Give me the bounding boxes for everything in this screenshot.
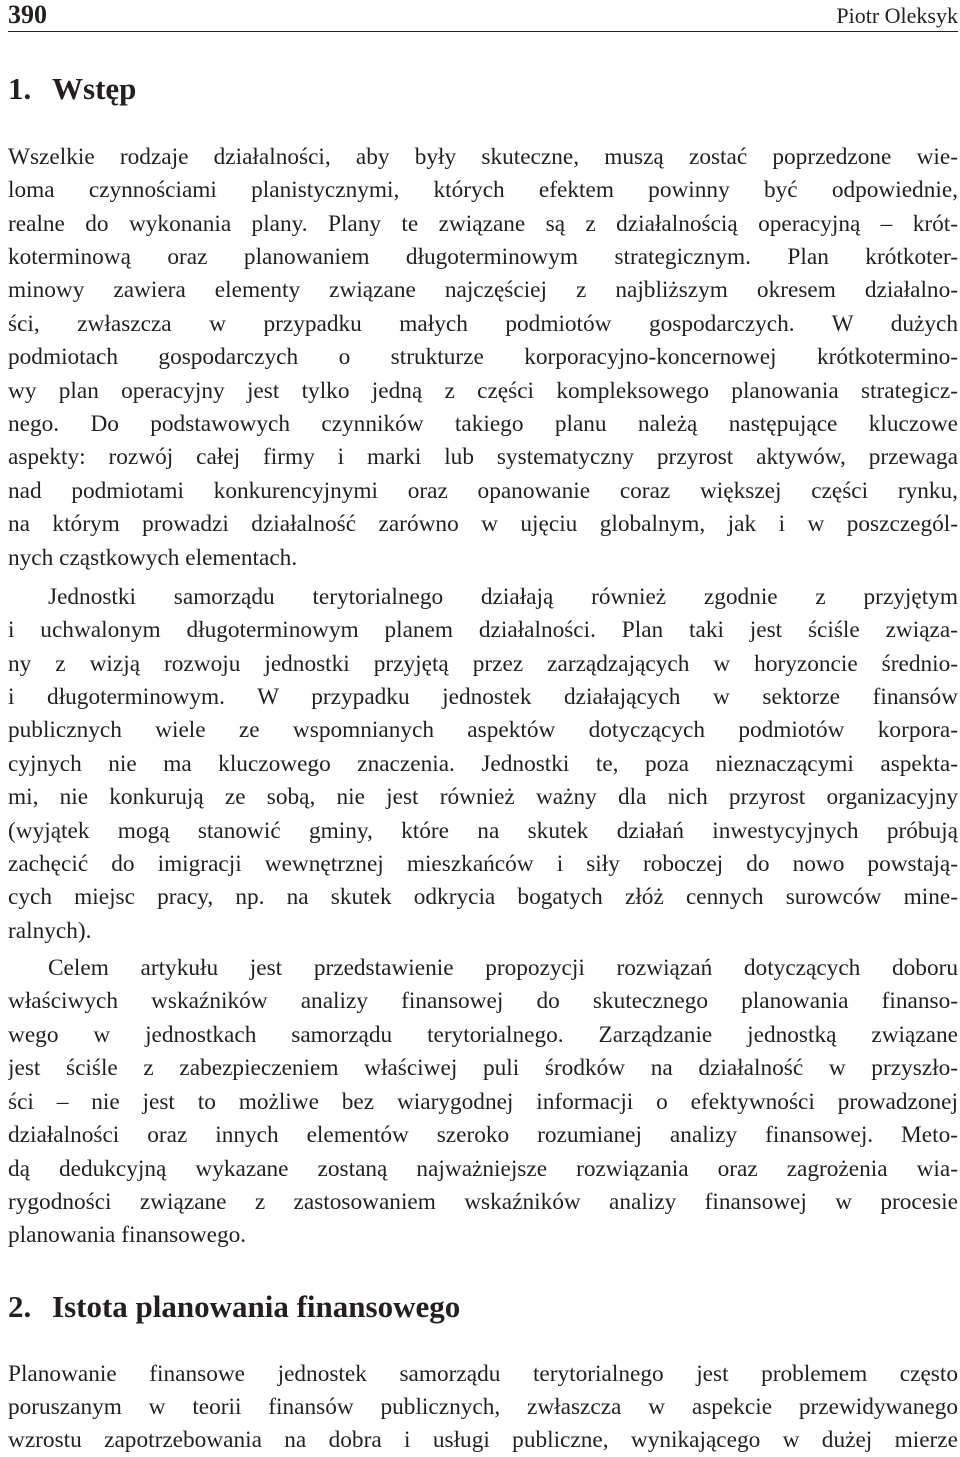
paragraph-line: cyjnych nie ma kluczowego znaczenia. Jednostki te, poza nieznaczącymi aspekta-: [8, 751, 958, 777]
section-title: Istota planowania finansowego: [52, 1289, 461, 1324]
paragraph-line: (wyjątek mogą stanowić gminy, które na skutek działań inwestycyjnych próbują: [8, 818, 958, 844]
paragraph-line: właściwych wskaźników analizy finansowej do skutecznego planowania finanso-: [8, 988, 958, 1014]
paragraph-line: ści, zwłaszcza w przypadku małych podmiotów gospodarczych. W dużych: [8, 311, 958, 337]
paragraph-line: minowy zawiera elementy związane najczęściej z najbliższym okresem działalno-: [8, 277, 958, 303]
paragraph-line: poruszanym w teorii finansów publicznych, zwłaszcza w aspekcie przewidywanego: [8, 1394, 958, 1420]
paragraph-line: mi, nie konkurują ze sobą, nie jest również ważny dla nich przyrost organizacyjny: [8, 784, 958, 810]
paragraph-line: i długoterminowym. W przypadku jednostek działających w sektorze finansów: [8, 684, 958, 710]
paragraph-line: zachęcić do imigracji wewnętrznej mieszkańców i siły roboczej do nowo powstają-: [8, 851, 958, 877]
paragraph-line: Jednostki samorządu terytorialnego działają również zgodnie z przyjętym: [48, 584, 958, 610]
paragraph-line: cych miejsc pracy, np. na skutek odkrycia bogatych złóż cennych surowców mine-: [8, 884, 958, 910]
paragraph-line: na którym prowadzi działalność zarówno w ujęciu globalnym, jak i w poszczegól-: [8, 511, 958, 537]
paragraph-line: wzrostu zapotrzebowania na dobra i usługi publiczne, wynikającego w dużej mierze: [8, 1427, 958, 1453]
section-heading-introduction: [8, 70, 136, 108]
running-head-author: Piotr Oleksyk: [836, 3, 958, 28]
section-number: 2.: [8, 1289, 32, 1324]
paragraph-line: podmiotach gospodarczych o strukturze korporacyjno-koncernowej krótkotermino-: [8, 344, 958, 370]
paragraph-line: Wszelkie rodzaje działalności, aby były skuteczne, muszą zostać poprzedzone wie-: [8, 144, 958, 170]
paragraph-line: ralnych).: [8, 918, 92, 944]
paragraph-line: i uchwalonym długoterminowym planem działalności. Plan taki jest ściśle związa-: [8, 617, 958, 643]
paragraph-line: realne do wykonania plany. Plany te związane są z działalnością operacyjną – krót-: [8, 211, 958, 237]
page-header: [8, 0, 958, 32]
paragraph-line: ści – nie jest to możliwe bez wiarygodnej informacji o efektywności prowadzonej: [8, 1089, 958, 1115]
paragraph-line: aspekty: rozwój całej firmy i marki lub systematyczny przyrost aktywów, przewaga: [8, 444, 958, 470]
section-title: Wstęp: [52, 71, 137, 106]
paragraph-line: koterminową oraz planowaniem długoterminowym strategicznym. Plan krótkoter-: [8, 244, 958, 270]
paragraph-line: dą dedukcyjną wykazane zostaną najważniejsze rozwiązania oraz zagrożenia wia-: [8, 1156, 958, 1182]
paragraph-line: wy plan operacyjny jest tylko jedną z części kompleksowego planowania strategicz-: [8, 378, 958, 404]
paragraph-line: jest ściśle z zabezpieczeniem właściwej puli środków na działalność w przyszło-: [8, 1055, 958, 1081]
paragraph-line: nego. Do podstawowych czynników takiego planu należą następujące kluczowe: [8, 411, 958, 437]
page-number: 390: [8, 0, 47, 29]
paragraph-line: planowania finansowego.: [8, 1222, 247, 1248]
paragraph-line: wego w jednostkach samorządu terytorialnego. Zarządzanie jednostką związane: [8, 1022, 958, 1048]
paragraph-line: nych cząstkowych elementach.: [8, 545, 298, 571]
paragraph-line: nad podmiotami konkurencyjnymi oraz opanowanie coraz większej części rynku,: [8, 478, 958, 504]
paragraph-line: Celem artykułu jest przedstawienie propozycji rozwiązań dotyczących doboru: [48, 955, 958, 981]
paragraph-line: ny z wizją rozwoju jednostki przyjętą przez zarządzających w horyzoncie średnio-: [8, 651, 958, 677]
section-number: 1.: [8, 71, 32, 106]
paragraph-line: działalności oraz innych elementów szeroko rozumianej analizy finansowej. Meto-: [8, 1122, 958, 1148]
paragraph-line: loma czynnościami planistycznymi, których efektem powinny być odpowiednie,: [8, 177, 958, 203]
paragraph-line: publicznych wiele ze wspomnianych aspektów dotyczących podmiotów korpora-: [8, 717, 958, 743]
paragraph-line: Planowanie finansowe jednostek samorządu terytorialnego jest problemem często: [8, 1361, 958, 1387]
paragraph-line: rygodności związane z zastosowaniem wskaźników analizy finansowej w procesie: [8, 1189, 958, 1215]
section-heading-financial-planning: [8, 1288, 460, 1326]
